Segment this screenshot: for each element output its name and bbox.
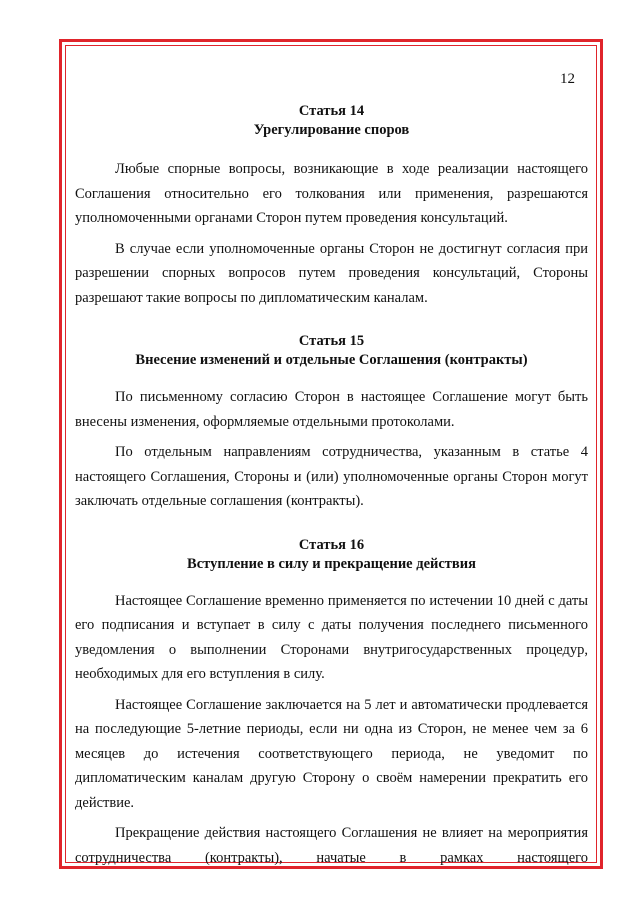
paragraph: Настоящее Соглашение временно применяется по истечении 10 дней с даты его подписания и вступает в силу с даты получения последнего письменного уведомления о выполнении Сторонами внутригосударственных процедур, необходимых для его вступления в силу. bbox=[75, 592, 588, 682]
article-15-header bbox=[75, 332, 588, 370]
paragraph: Прекращение действия настоящего Соглашения не влияет на мероприятия сотрудничества (контракты), начатые в рамках настоящего bbox=[75, 825, 588, 866]
article-14-header bbox=[75, 102, 588, 140]
paragraph: По письменному согласию Сторон в настоящее Соглашение могут быть внесены изменения, оформляемые отдельными протоколами. bbox=[75, 389, 588, 430]
paragraph: По отдельным направлениям сотрудничества, указанным в статье 4 настоящего Соглашения, Стороны и (или) уполномоченные органы Сторон могут заключать отдельные соглашения (контракты). bbox=[75, 444, 588, 509]
article-title: Внесение изменений и отдельные Соглашения (контракты) bbox=[135, 352, 528, 368]
article-title: Вступление в силу и прекращение действия bbox=[187, 555, 476, 572]
article-16-header bbox=[75, 536, 588, 574]
page-number: 12 bbox=[560, 71, 575, 87]
paragraph: Настоящее Соглашение заключается на 5 лет и автоматически продлевается на последующие 5-летние периоды, если ни одна из Сторон, не менее чем за 6 месяцев до истечения соответствующего периода, не уведомит по дипломатическим каналам другую Сторону о своём намерении прекратить его действие. bbox=[75, 696, 588, 811]
paragraph: В случае если уполномоченные органы Сторон не достигнут согласия при разрешении спорных вопросов путем проведения консультаций, Стороны разрешают такие вопросы по дипломатическим каналам. bbox=[75, 240, 588, 306]
article-heading: Статья 14 bbox=[298, 103, 365, 119]
document-body bbox=[75, 102, 588, 870]
paragraph: Любые спорные вопросы, возникающие в ходе реализации настоящего Соглашения относительно его толкования или применения, разрешаются уполномоченными органами Сторон путем проведения консультаций. bbox=[75, 161, 588, 226]
article-heading: Статья 16 bbox=[298, 536, 365, 553]
article-heading: Статья 15 bbox=[298, 333, 365, 349]
article-title: Урегулирование споров bbox=[253, 122, 410, 138]
